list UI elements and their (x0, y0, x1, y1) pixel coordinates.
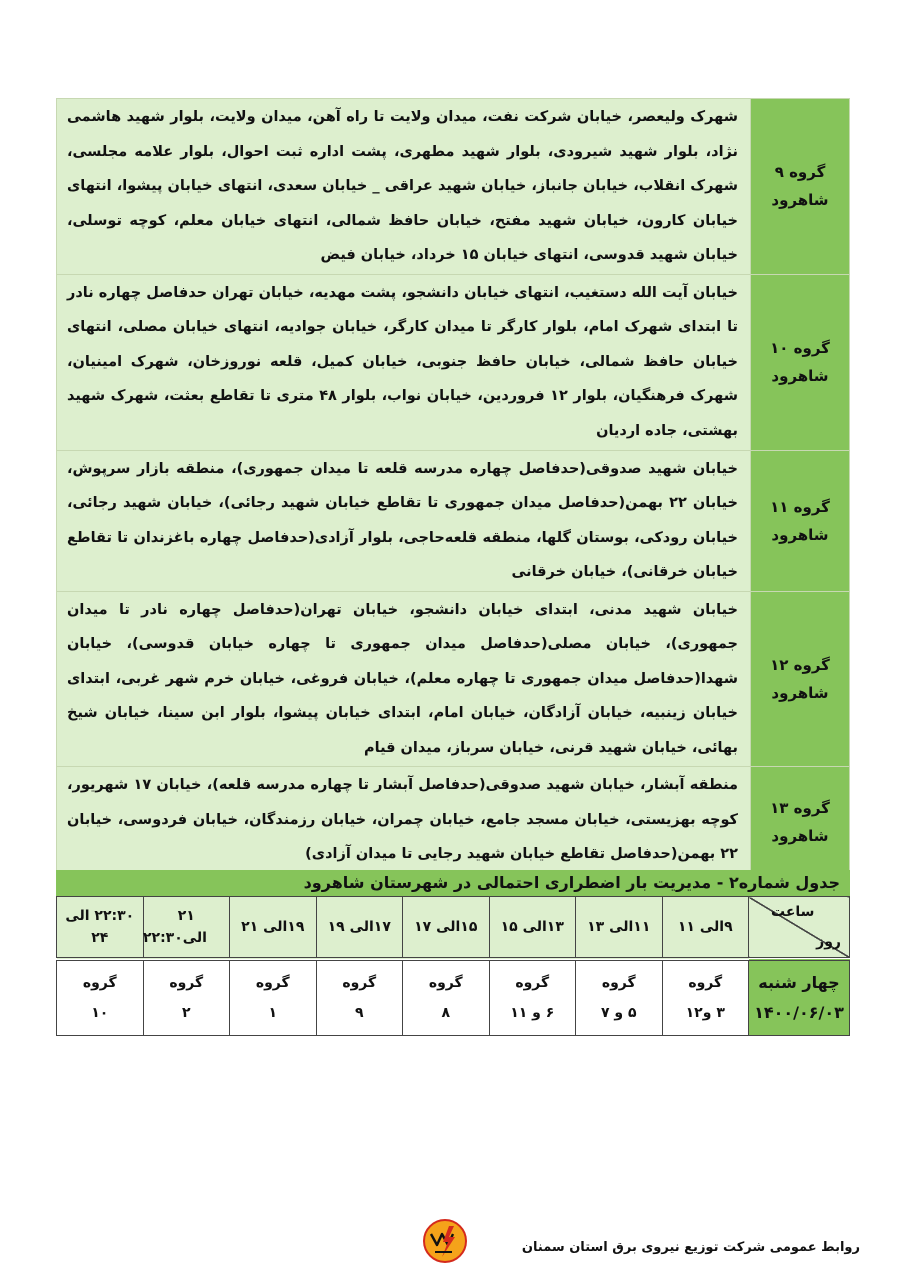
group-numbers: ۹ (354, 1005, 364, 1021)
schedule-group-cell (230, 959, 317, 1036)
corner-day-label: روز (816, 934, 841, 950)
group-word: گروه (601, 975, 636, 991)
time-slot-header: ۱۳الی ۱۵ (489, 897, 576, 960)
schedule-group-cell (403, 959, 490, 1036)
corner-hour-label: ساعت (771, 904, 815, 920)
group-numbers: ۲ (181, 1005, 191, 1021)
footer (420, 1218, 860, 1268)
group-cell (751, 450, 850, 591)
group-numbers: ۳ و۱۲ (685, 1005, 725, 1021)
day-name: چهار شنبه (758, 973, 840, 992)
day-cell (749, 959, 850, 1036)
schedule-title: جدول شماره۲ - مدیریت بار اضطراری احتمالی در شهرستان شاهرود (56, 870, 850, 896)
area-row-group-11 (57, 450, 850, 591)
schedule-table (56, 896, 850, 1036)
schedule-group-cell (143, 959, 230, 1036)
schedule-day-row (57, 959, 850, 1036)
group-word: گروه (342, 975, 377, 991)
time-slot-header: ۱۷الی ۱۹ (316, 897, 403, 960)
time-slot-header: ۹الی ۱۱ (662, 897, 749, 960)
group-numbers: ۵ و ۷ (600, 1005, 637, 1021)
footer-text: روابط عمومی شرکت توزیع نیروی برق استان سمنان (521, 1240, 860, 1255)
schedule-group-cell (316, 959, 403, 1036)
group-city: شاهرود (771, 683, 829, 702)
group-number: گروه ۱۱ (770, 497, 830, 516)
area-row-group-13 (57, 767, 850, 877)
schedule-header-row (57, 897, 850, 960)
group-word: گروه (515, 975, 550, 991)
group-number: گروه ۱۰ (770, 339, 830, 357)
group-numbers: ۱ (268, 1005, 278, 1021)
area-groups-table (56, 98, 850, 877)
group-streets: منطقه آبشار، خیابان شهید صدوقی(حدفاصل آبشار تا چهاره مدرسه قلعه)، خیابان ۱۷ شهریور، کوچه بهزیستی، خیابان مسجد جامع، خیابان چمران، خیابان رزمندگان، خیابان فردوسی، خیابان ۲۲ بهمن(حدفاصل تقاطع خیابان شهید رجایی تا میدان آزادی) (57, 767, 751, 877)
group-city: شاهرود (771, 525, 829, 544)
group-number: گروه ۱۳ (770, 798, 830, 817)
time-slot-header: ۱۵الی ۱۷ (403, 897, 490, 960)
time-slot-header: ۲۲:۳۰ الی ۲۴ (57, 897, 144, 960)
group-word: گروه (255, 975, 290, 991)
group-cell (751, 767, 850, 877)
group-word: گروه (428, 975, 463, 991)
schedule-group-cell (489, 959, 576, 1036)
area-row-group-12 (57, 591, 850, 767)
time-slot-header: ۱۹الی ۲۱ (230, 897, 317, 960)
group-numbers: ۶ و ۱۱ (510, 1005, 555, 1021)
day-date: ۱۴۰۰/۰۶/۰۳ (754, 1003, 844, 1022)
time-slot-header: ۲۱ الی۲۲:۳۰ (143, 897, 230, 960)
group-numbers: ۱۰ (91, 1005, 109, 1021)
group-number: گروه ۹ (774, 163, 826, 182)
group-word: گروه (169, 975, 204, 991)
group-numbers: ۸ (441, 1005, 451, 1021)
area-row-group-10 (57, 274, 850, 450)
schedule-group-cell (57, 959, 144, 1036)
area-row-group-9 (57, 99, 850, 275)
group-city: شاهرود (771, 191, 829, 210)
group-cell (751, 274, 850, 450)
group-streets: شهرک ولیعصر، خیابان شرکت نفت، میدان ولایت تا راه آهن، میدان ولایت، بلوار شهید هاشمی نژاد، بلوار شهید شیرودی، بلوار شهید مطهری، پشت اداره ثبت احوال، بلوار علامه مجلسی، شهرک انقلاب، خیابان جانباز، خیابان شهید عراقی _ خیابان سعدی، انتهای خیابان پیشوا، انتهای خیابان کارون، خیابان شهید مفتح، خیابان حافظ شمالی، انتهای خیابان معلم، کوچه توسلی، خیابان شهید قدوسی، انتهای خیابان ۱۵ خرداد، خیابان فیض (57, 99, 751, 275)
schedule-group-cell (576, 959, 663, 1036)
group-city: شاهرود (771, 367, 829, 385)
group-number: گروه ۱۲ (770, 655, 830, 674)
group-city: شاهرود (771, 826, 829, 845)
group-streets: خیابان آیت الله دستغیب، انتهای خیابان دانشجو، پشت مهدیه، خیابان تهران حدفاصل چهاره نادر تا ابتدای شهرک امام، بلوار کارگر تا میدان کارگر، خیابان جوادیه، انتهای خیابان مصلی، انتهای خیابان حافظ شمالی، خیابان حافظ جنوبی، خیابان کمیل، قلعه نوروزخان، شهرک امینیان، شهرک فرهنگیان، بلوار ۱۲ فروردین، خیابان نواب، بلوار ۴۸ متری تا تقاطع بعثت، شهرک شهید بهشتی، جاده اردیان (57, 274, 751, 450)
group-cell (751, 591, 850, 767)
group-streets: خیابان شهید صدوقی(حدفاصل چهاره مدرسه قلعه تا میدان جمهوری)، منطقه بازار سرپوش، خیابان ۲۲ بهمن(حدفاصل میدان جمهوری تا تقاطع خیابان شهید رجائی)، خیابان شهید رجائی، خیابان رودکی، بوستان گلها، منطقه قلعه‌حاجی، بلوار آزادی(حدفاصل چهاره باغزندان تا تقاطع خیابان خرقانی)، خیابان خرقانی (57, 450, 751, 591)
group-streets: خیابان شهید مدنی، ابتدای خیابان دانشجو، خیابان تهران(حدفاصل چهاره نادر تا میدان جمهوری)، خیابان مصلی(حدفاصل میدان جمهوری تا چهاره خیابان قدوسی)، خیابان شهدا(حدفاصل میدان جمهوری تا چهاره معلم)، خیابان فروغی، خیابان خرم شهر غربی، ابتدای خیابان زینبیه، خیابان آزادگان، خیابان امام، ابتدای خیابان پیشوا، بلوار ابن سینا، خیابان شیخ بهائی، خیابان شهید قرنی، خیابان سرباز، میدان قیام (57, 591, 751, 767)
group-word: گروه (688, 975, 723, 991)
schedule-group-cell (662, 959, 749, 1036)
time-slot-header: ۱۱الی ۱۳ (576, 897, 663, 960)
power-company-logo-icon (422, 1218, 468, 1264)
corner-cell (749, 897, 850, 960)
group-word: گروه (82, 975, 117, 991)
group-cell (751, 99, 850, 275)
